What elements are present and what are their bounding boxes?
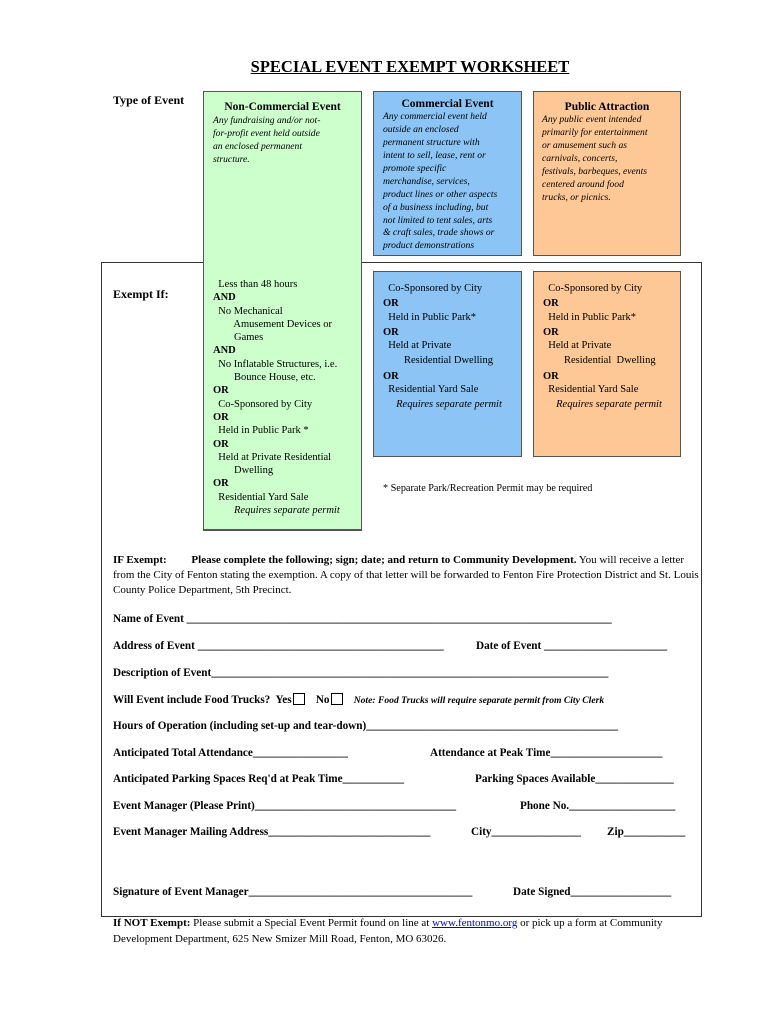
exempt-criteria-line: Held at Private [383,340,452,352]
exempt-criteria-line: Games [213,332,264,344]
category-desc-line: Any public event intended [542,114,642,126]
date-signed-field[interactable]: Date Signed__________________ [513,886,672,898]
category-desc-line: promote specific [383,162,447,174]
if-exempt-text: You will receive a letter from the City of Fenton stating the exemption. A copy of that letter will be forwarded to Fenton Fire Protection District and St. Louis County Police Department, 5th Precinct. [113,554,699,596]
not-exempt-text-1: Please submit a Special Event Permit found on line at [190,917,433,929]
exempt-criteria-line: OR [213,478,229,490]
noncommercial-desc [204,115,361,167]
hours-of-operation-field[interactable]: Hours of Operation (including set-up and tear-down)_____________________________________________ [113,720,618,732]
exempt-criteria-line: Held at Private Residential [213,451,332,463]
category-desc-line: for-profit event held outside [213,128,320,140]
exempt-criteria-line: Co-Sponsored by City [213,398,313,410]
food-trucks-note: Note: Food Trucks will require separate permit from City Clerk [353,695,605,706]
zip-field[interactable]: Zip___________ [607,826,686,838]
name-of-event-field[interactable]: Name of Event ____________________________________________________________________________ [113,613,612,625]
category-desc-line: or amusement such as [542,140,628,152]
category-desc-line: primarily for entertainment [542,127,648,139]
category-desc-line: an enclosed permanent [213,141,302,153]
parking-spaces-field[interactable]: Anticipated Parking Spaces Req'd at Peak Time___________ [113,773,405,785]
exempt-criteria-line: Co-Sponsored by City [383,283,483,294]
category-desc-line: structure. [213,154,250,166]
exempt-criteria-line: No Mechanical [213,305,283,317]
exempt-criteria-line: Bounce House, etc. [213,372,316,384]
exempt-criteria-line: AND [213,345,236,357]
exempt-criteria-line: OR [383,326,399,338]
food-trucks-row [113,693,604,706]
exempt-criteria-line: OR [543,298,559,310]
category-desc-line: merchandise, services, [383,175,470,187]
category-desc-line: centered around food [542,178,624,190]
city-field[interactable]: City________________ [471,826,582,838]
category-desc-line: carnivals, concerts, [542,153,618,165]
park-permit-note: * Separate Park/Recreation Permit may be required [383,483,593,494]
exempt-criteria-line: Requires separate permit [383,399,502,411]
if-exempt-label: IF Exempt: [113,554,167,566]
total-attendance-field[interactable]: Anticipated Total Attendance_________________ [113,747,348,759]
food-trucks-yes-checkbox[interactable] [293,693,305,705]
category-desc-line: product lines or other aspects [383,188,498,200]
exempt-criteria-line: OR [543,326,559,338]
exempt-criteria-line: Less than 48 hours [213,279,298,290]
category-desc-line: intent to sell, lease, rent or [383,150,486,162]
if-exempt-paragraph [113,553,703,598]
commercial-category-box [373,91,522,256]
category-desc-line: outside an enclosed [383,124,459,136]
mailing-address-field[interactable]: Event Manager Mailing Address_____________________________ [113,826,431,838]
exempt-criteria-line: Co-Sponsored by City [543,283,643,294]
commercial-head: Commercial Event [401,98,494,110]
fenton-website-link[interactable]: www.fentonmo.org [432,917,518,929]
exempt-criteria-line: Residential Yard Sale [543,384,639,396]
phone-field[interactable]: Phone No.___________________ [520,800,676,812]
category-desc-line: permanent structure with [383,137,480,149]
public-attraction-desc [534,114,680,204]
description-of-event-field[interactable]: Description of Event_______________________________________________________________________ [113,667,609,679]
food-trucks-no-checkbox[interactable] [331,693,343,705]
commercial-exempt-criteria [373,271,522,457]
exempt-criteria-line: OR [213,411,229,423]
category-desc-line: product demonstrations [383,240,475,252]
category-desc-line: Any fundraising and/or not- [213,115,321,127]
parking-available-field[interactable]: Parking Spaces Available______________ [475,773,674,785]
address-of-event-field[interactable]: Address of Event ____________________________________________ [113,640,444,652]
food-trucks-no-label: No [315,694,330,706]
exempt-criteria-line: Requires separate permit [213,505,340,517]
public-exempt-criteria [533,271,681,457]
public-attraction-head: Public Attraction [564,101,650,113]
exempt-criteria-line: Held in Public Park* [543,311,637,323]
noncommercial-exempt-criteria [203,272,362,530]
food-trucks-yes-label: Yes [275,694,292,706]
exempt-criteria-line: OR [213,438,229,450]
signature-field[interactable]: Signature of Event Manager________________________________________ [113,886,473,898]
exempt-criteria-line: OR [213,385,229,397]
public-attraction-category-box [533,91,681,256]
category-desc-line: of a business including, but [383,201,489,213]
event-manager-field[interactable]: Event Manager (Please Print)____________________________________ [113,800,457,812]
not-exempt-text-2: or pick up a form at Community Development Department, 625 New Smizer Mill Road, Fenton, MO 63026. [113,917,663,945]
noncommercial-head: Non-Commercial Event [224,101,341,113]
commercial-desc [374,111,521,253]
date-of-event-field[interactable]: Date of Event ______________________ [476,640,668,652]
exempt-criteria-line: Residential Yard Sale [213,491,309,503]
exempt-criteria-line: AND [213,292,236,304]
not-exempt-footer [113,916,713,947]
if-exempt-instruction: Please complete the following; sign; date; and return to Community Development. [191,554,577,566]
exempt-criteria-line: OR [543,370,559,382]
category-desc-line: not limited to tent sales, arts [383,214,493,226]
exempt-criteria-line: Amusement Devices or [213,318,332,330]
food-trucks-question: Will Event include Food Trucks? [113,694,271,706]
category-desc-line: trucks, or picnics. [542,191,611,203]
exempt-criteria-line: Dwelling [213,465,274,477]
not-exempt-label: If NOT Exempt: [113,917,191,929]
worksheet-title: SPECIAL EVENT EXEMPT WORKSHEET [250,57,570,76]
exempt-criteria-line: OR [383,370,399,382]
exempt-criteria-line: Held in Public Park* [383,311,477,323]
type-of-event-label: Type of Event [113,93,185,107]
peak-attendance-field[interactable]: Attendance at Peak Time____________________ [430,747,663,759]
exempt-criteria-line: Held at Private [543,340,612,352]
category-desc-line: & craft sales, trade shows or [383,227,495,239]
exempt-if-label: Exempt If: [113,287,169,301]
exempt-criteria-line: OR [383,298,399,310]
exempt-criteria-line: No Inflatable Structures, i.e. [213,358,338,370]
category-desc-line: Any commercial event held [383,111,487,123]
exempt-criteria-line: Held in Public Park * [213,425,309,437]
exempt-criteria-line: Requires separate permit [543,399,662,411]
category-desc-line: festivals, barbeques, events [542,165,647,177]
exempt-criteria-line: Residential Yard Sale [383,384,479,396]
exempt-criteria-line: Residential Dwelling [543,355,656,367]
exempt-criteria-line: Residential Dwelling [383,355,493,367]
